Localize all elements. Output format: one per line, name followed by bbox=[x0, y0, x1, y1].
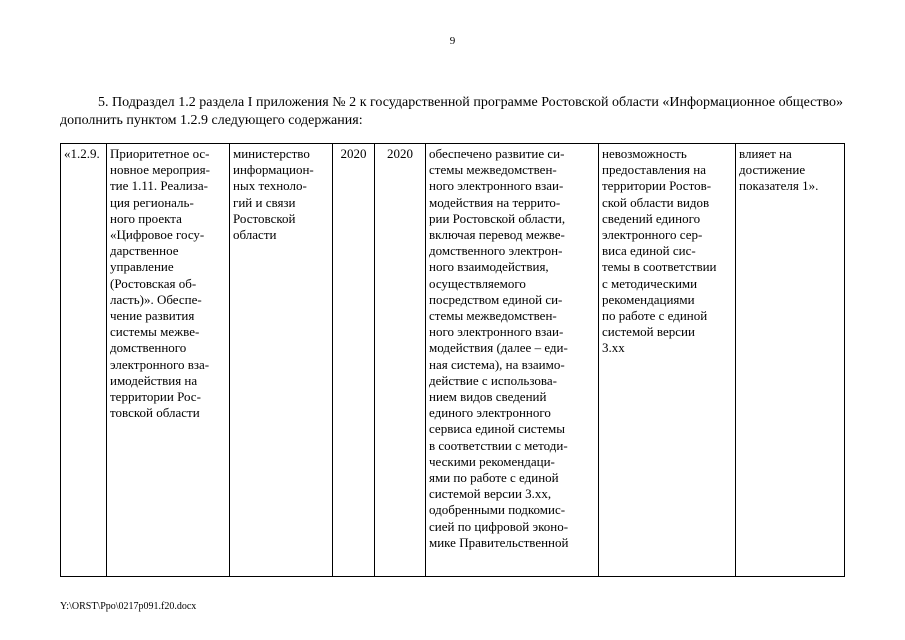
cell-consequences: невозможность предоставления на территории Ростов- ской области видов сведений единого электронного сер- виса единой сис- темы в соответствии с методическими рекомендациями по работе с единой системой версии 3.хх bbox=[599, 144, 736, 577]
page-number: 9 bbox=[449, 35, 456, 47]
cell-start-year: 2020 bbox=[333, 144, 375, 577]
footer-file-path: Y:\ORST\Ppo\0217p091.f20.docx bbox=[60, 601, 197, 612]
cell-expected-result: обеспечено развитие си- стемы межведомствен- ного электронного взаи- модействия на террито- рии Ростовской области, включая перевод межве- домственного электрон- ного взаимодействия, осуществляемого посредством единой си- стемы межведомствен- ного электронного взаи- модействия (далее – еди- ная система), на взаимо- действие с использова- нием видов сведений единого электронного сервиса единой системы в соответствии с методи- ческими рекомендаци- ями по работе с единой системой версии 3.хх, одобренными подкомис- сией по цифровой эконо- мике Правительственной bbox=[426, 144, 599, 577]
cell-end-year: 2020 bbox=[375, 144, 426, 577]
intro-paragraph: 5. Подраздел 1.2 раздела I приложения № 2 к государственной программе Ростовской области «Информационное общество» дополнить пунктом 1.2.9 следующего содержания: bbox=[60, 95, 843, 128]
cell-measure-name: Приоритетное ос- новное мероприя- тие 1.11. Реализа- ция региональ- ного проекта «Цифровое госу- дарственное управление (Ростовская об- ласть)». Обеспе- чение развития системы межве- домственного электронного вза- имодействия на территории Рос- товской области bbox=[107, 144, 230, 577]
table-row bbox=[61, 144, 845, 577]
cell-item-number: «1.2.9. bbox=[61, 144, 107, 577]
cell-executor: министерство информацион- ных техноло- гий и связи Ростовской области bbox=[230, 144, 333, 577]
cell-indicator-link: влияет на достижение показателя 1». bbox=[736, 144, 845, 577]
measures-table bbox=[60, 143, 845, 577]
